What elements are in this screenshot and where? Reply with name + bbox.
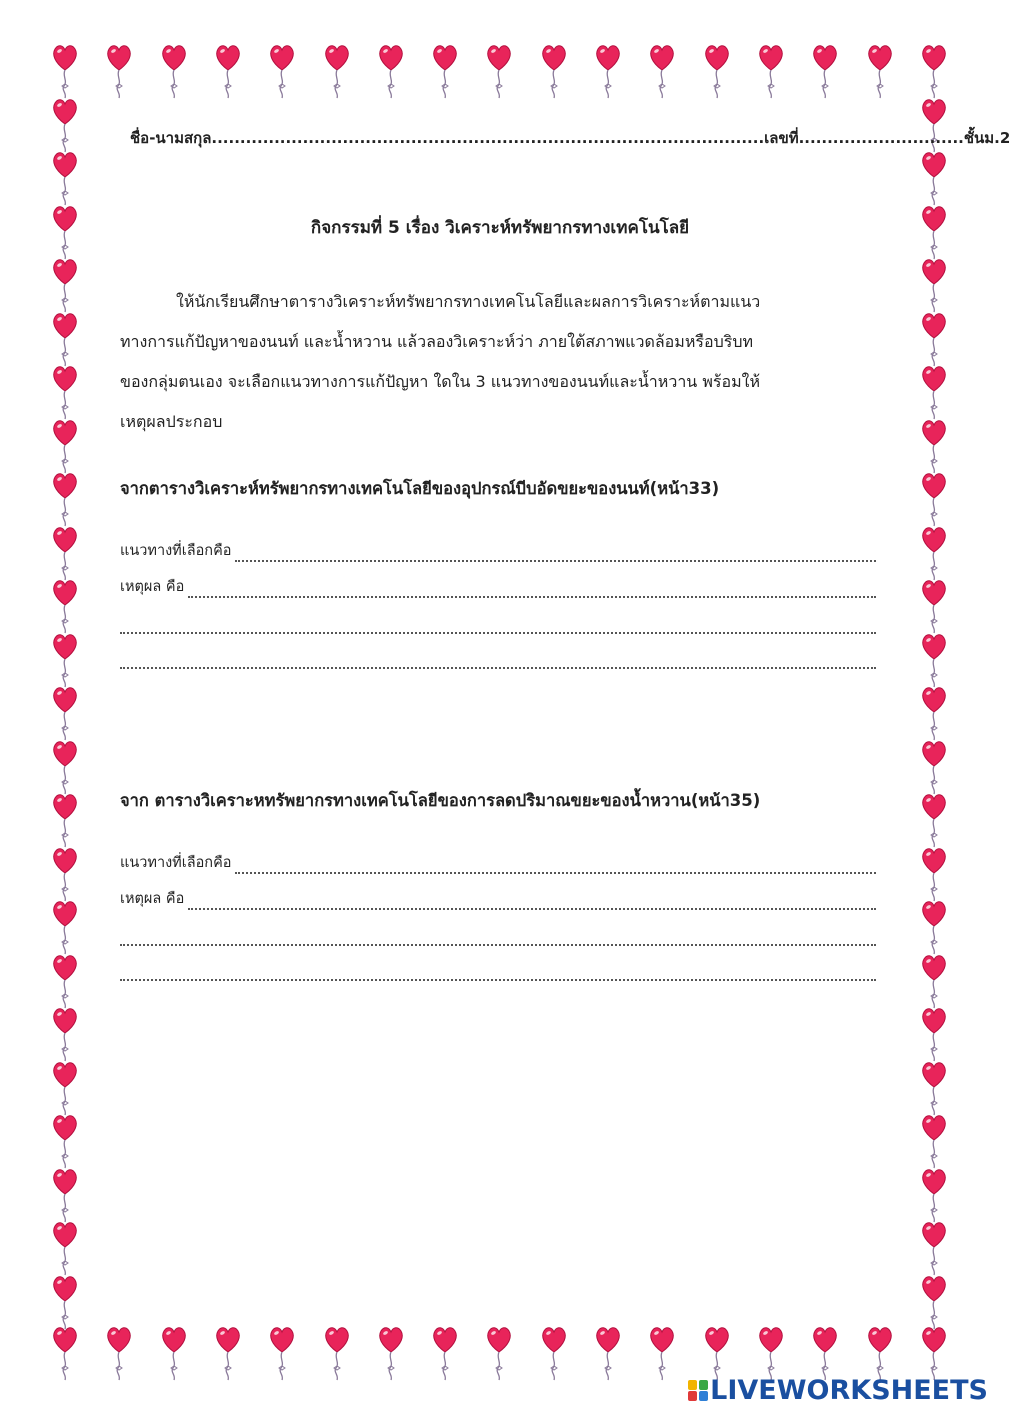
heart-balloon-icon — [919, 147, 949, 207]
heart-balloon-icon — [50, 1217, 80, 1277]
section1-answer-blank-1[interactable] — [120, 618, 876, 634]
section1-answer-line-1[interactable] — [120, 612, 876, 634]
section2-answer-blank-1[interactable] — [120, 930, 876, 946]
heart-balloon-icon — [647, 40, 677, 100]
heart-balloon-icon — [50, 522, 80, 582]
heart-balloon-icon — [50, 843, 80, 903]
heart-balloon-icon — [50, 40, 80, 100]
section1-answer-line-2[interactable] — [120, 647, 876, 669]
heart-balloon-icon — [484, 1322, 514, 1382]
heart-balloon-icon — [919, 1110, 949, 1170]
heart-balloon-icon — [919, 1164, 949, 1224]
heart-balloon-icon — [50, 1057, 80, 1117]
heart-balloon-icon — [50, 254, 80, 314]
heart-balloon-icon — [50, 415, 80, 475]
heart-balloon-icon — [919, 950, 949, 1010]
heart-balloon-icon — [50, 789, 80, 849]
section2-reason-label: เหตุผล คือ — [120, 891, 185, 907]
heart-balloon-icon — [919, 415, 949, 475]
watermark-text: LIVEWORKSHEETS — [710, 1375, 988, 1406]
heart-balloon-icon — [213, 1322, 243, 1382]
instruction-line-1: ให้นักเรียนศึกษาตารางวิเคราะห์ทรัพยากรทางเทคโนโลยีและผลการวิเคราะห์ตามแนว — [176, 292, 761, 311]
heart-balloon-icon — [919, 575, 949, 635]
heart-balloon-icon — [50, 629, 80, 689]
heart-balloon-icon — [267, 40, 297, 100]
heart-balloon-icon — [322, 40, 352, 100]
heart-balloon-icon — [919, 361, 949, 421]
heart-balloon-icon — [810, 40, 840, 100]
section1-heading: จากตารางวิเคราะห์ทรัพยากรทางเทคโนโลยีของอุปกรณ์บีบอัดขยะของนนท์(หน้า33) — [120, 479, 720, 498]
instruction-line-2: ทางการแก้ปัญหาของนนท์ และน้ำหวาน แล้วลองวิเคราะห์ว่า ภายใต้สภาพแวดล้อมหรือบริบท — [120, 332, 754, 351]
heart-balloon-icon — [919, 629, 949, 689]
section2-reason-field[interactable] — [120, 888, 876, 910]
section2-choice-label: แนวทางที่เลือกคือ — [120, 855, 232, 871]
heart-balloon-icon — [919, 201, 949, 261]
heart-balloon-icon — [484, 40, 514, 100]
heart-balloon-icon — [919, 254, 949, 314]
liveworksheets-watermark — [688, 1375, 988, 1406]
section2-answer-blank-2[interactable] — [120, 965, 876, 981]
section1-reason-label: เหตุผล คือ — [120, 579, 185, 595]
heart-balloon-icon — [159, 1322, 189, 1382]
heart-balloon-icon — [919, 843, 949, 903]
section1-reason-blank[interactable] — [188, 582, 876, 598]
section1-choice-blank[interactable] — [235, 546, 876, 562]
heart-balloon-icon — [865, 40, 895, 100]
instruction-line-3: ของกลุ่มตนเอง จะเลือกแนวทางการแก้ปัญหา ใดใน 3 แนวทางของนนท์และน้ำหวาน พร้อมให้ — [120, 372, 760, 391]
section2-heading: จาก ตารางวิเคราะหทรัพยากรทางเทคโนโลยีของการลดปริมาณขยะของน้ำหวาน(หน้า35) — [120, 791, 761, 810]
instruction-line-4: เหตุผลประกอบ — [120, 412, 223, 431]
heart-balloon-icon — [647, 1322, 677, 1382]
heart-balloon-icon — [50, 1003, 80, 1063]
heart-balloon-icon — [50, 201, 80, 261]
heart-balloon-icon — [322, 1322, 352, 1382]
heart-balloon-icon — [50, 896, 80, 956]
heart-balloon-icon — [919, 789, 949, 849]
heart-balloon-icon — [50, 575, 80, 635]
heart-balloon-icon — [919, 682, 949, 742]
heart-balloon-icon — [430, 1322, 460, 1382]
heart-balloon-icon — [50, 94, 80, 154]
heart-balloon-icon — [50, 950, 80, 1010]
heart-balloon-icon — [865, 1322, 895, 1382]
heart-balloon-icon — [50, 308, 80, 368]
heart-balloon-icon — [267, 1322, 297, 1382]
heart-balloon-icon — [919, 736, 949, 796]
heart-balloon-icon — [50, 682, 80, 742]
heart-balloon-icon — [702, 40, 732, 100]
heart-balloon-icon — [919, 40, 949, 100]
section2-answer-line-1[interactable] — [120, 924, 876, 946]
heart-balloon-icon — [919, 1003, 949, 1063]
heart-balloon-icon — [50, 361, 80, 421]
heart-balloon-icon — [810, 1322, 840, 1382]
section2-choice-blank[interactable] — [235, 858, 876, 874]
heart-balloon-icon — [50, 147, 80, 207]
section1-reason-field[interactable] — [120, 576, 876, 598]
heart-balloon-icon — [104, 1322, 134, 1382]
heart-balloon-icon — [756, 40, 786, 100]
heart-balloon-icon — [919, 896, 949, 956]
section1-choice-label: แนวทางที่เลือกคือ — [120, 543, 232, 559]
section2-answer-line-2[interactable] — [120, 959, 876, 981]
heart-balloon-icon — [919, 308, 949, 368]
heart-balloon-icon — [919, 1057, 949, 1117]
heart-balloon-icon — [376, 1322, 406, 1382]
heart-balloon-icon — [919, 1271, 949, 1331]
heart-balloon-icon — [593, 1322, 623, 1382]
activity-title: กิจกรรมที่ 5 เรื่อง วิเคราะห์ทรัพยากรทางเทคโนโลยี — [310, 218, 690, 238]
heart-balloon-icon — [213, 40, 243, 100]
student-info-line: ชื่อ-นามสกุล.................................................................................................เลขที่.............................ชั้นม.2 — [130, 129, 1010, 147]
heart-balloon-icon — [539, 1322, 569, 1382]
heart-balloon-icon — [430, 40, 460, 100]
heart-balloon-icon — [50, 1110, 80, 1170]
heart-balloon-icon — [50, 736, 80, 796]
heart-balloon-icon — [702, 1322, 732, 1382]
heart-balloon-icon — [756, 1322, 786, 1382]
heart-balloon-icon — [104, 40, 134, 100]
heart-balloon-icon — [50, 1164, 80, 1224]
heart-balloon-icon — [919, 522, 949, 582]
heart-balloon-icon — [159, 40, 189, 100]
section1-answer-blank-2[interactable] — [120, 653, 876, 669]
liveworksheets-logo-icon — [688, 1380, 708, 1402]
heart-balloon-icon — [593, 40, 623, 100]
heart-balloon-icon — [50, 468, 80, 528]
section1-choice-field[interactable] — [120, 540, 876, 562]
section2-reason-blank[interactable] — [188, 894, 876, 910]
heart-balloon-icon — [376, 40, 406, 100]
section2-choice-field[interactable] — [120, 852, 876, 874]
heart-balloon-icon — [539, 40, 569, 100]
heart-balloon-icon — [919, 1217, 949, 1277]
heart-balloon-icon — [50, 1271, 80, 1331]
instructions-paragraph — [120, 282, 880, 442]
heart-balloon-icon — [919, 468, 949, 528]
